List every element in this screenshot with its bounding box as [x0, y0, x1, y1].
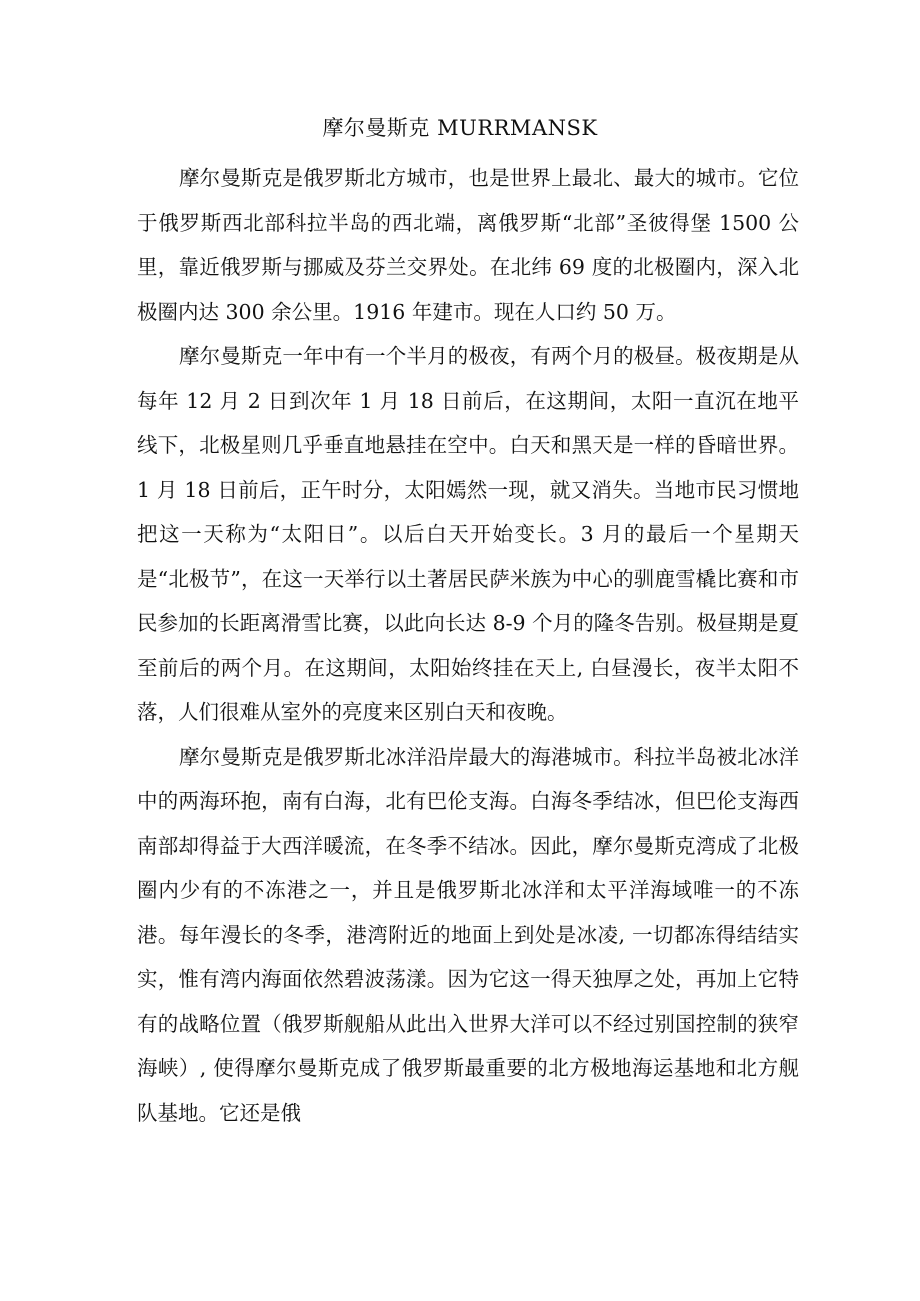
paragraph-2: 摩尔曼斯克一年中有一个半月的极夜，有两个月的极昼。极夜期是从每年 12 月 2 日到次年 1 月 18 日前后，在这期间，太阳一直沉在地平线下，北极星则几乎垂直地悬挂在空中。白天和黑天是一样的昏暗世界。1 月 18 日前后，正午时分，太阳嫣然一现，就又消失。当地市民习惯地把这一天称为“太阳日”。以后白天开始变长。3 月的最后一个星期天是“北极节”，在这一天举行以土著居民萨米族为中心的驯鹿雪橇比赛和市民参加的长距离滑雪比赛，以此向长达 8-9 个月的隆冬告别。极昼期是夏至前后的两个月。在这期间，太阳始终挂在天上, 白昼漫长，夜半太阳不落，人们很难从室外的亮度来区别白天和夜晚。	[137, 344, 799, 724]
page-title: 摩尔曼斯克 MURRMANSK	[322, 116, 598, 140]
paragraph-1: 摩尔曼斯克是俄罗斯北方城市，也是世界上最北、最大的城市。它位于俄罗斯西北部科拉半岛的西北端，离俄罗斯“北部”圣彼得堡 1500 公里，靠近俄罗斯与挪威及芬兰交界处。在北纬 69 度的北极圈内，深入北极圈内达 300 余公里。1916 年建市。现在人口约 50 万。	[137, 166, 799, 324]
paragraph-3: 摩尔曼斯克是俄罗斯北冰洋沿岸最大的海港城市。科拉半岛被北冰洋中的两海环抱，南有白海，北有巴伦支海。白海冬季结冰，但巴伦支海西南部却得益于大西洋暖流，在冬季不结冰。因此，摩尔曼斯克湾成了北极圈内少有的不冻港之一，并且是俄罗斯北冰洋和太平洋海域唯一的不冻港。每年漫长的冬季，港湾附近的地面上到处是冰凌, 一切都冻得结结实实，惟有湾内海面依然碧波荡漾。因为它这一得天独厚之处，再加上它特有的战略位置（俄罗斯舰船从此出入世界大洋可以不经过别国控制的狭窄海峡）, 使得摩尔曼斯克成了俄罗斯最重要的北方极地海运基地和北方舰队基地。它还是俄	[137, 744, 799, 1125]
document-body	[137, 156, 799, 1135]
